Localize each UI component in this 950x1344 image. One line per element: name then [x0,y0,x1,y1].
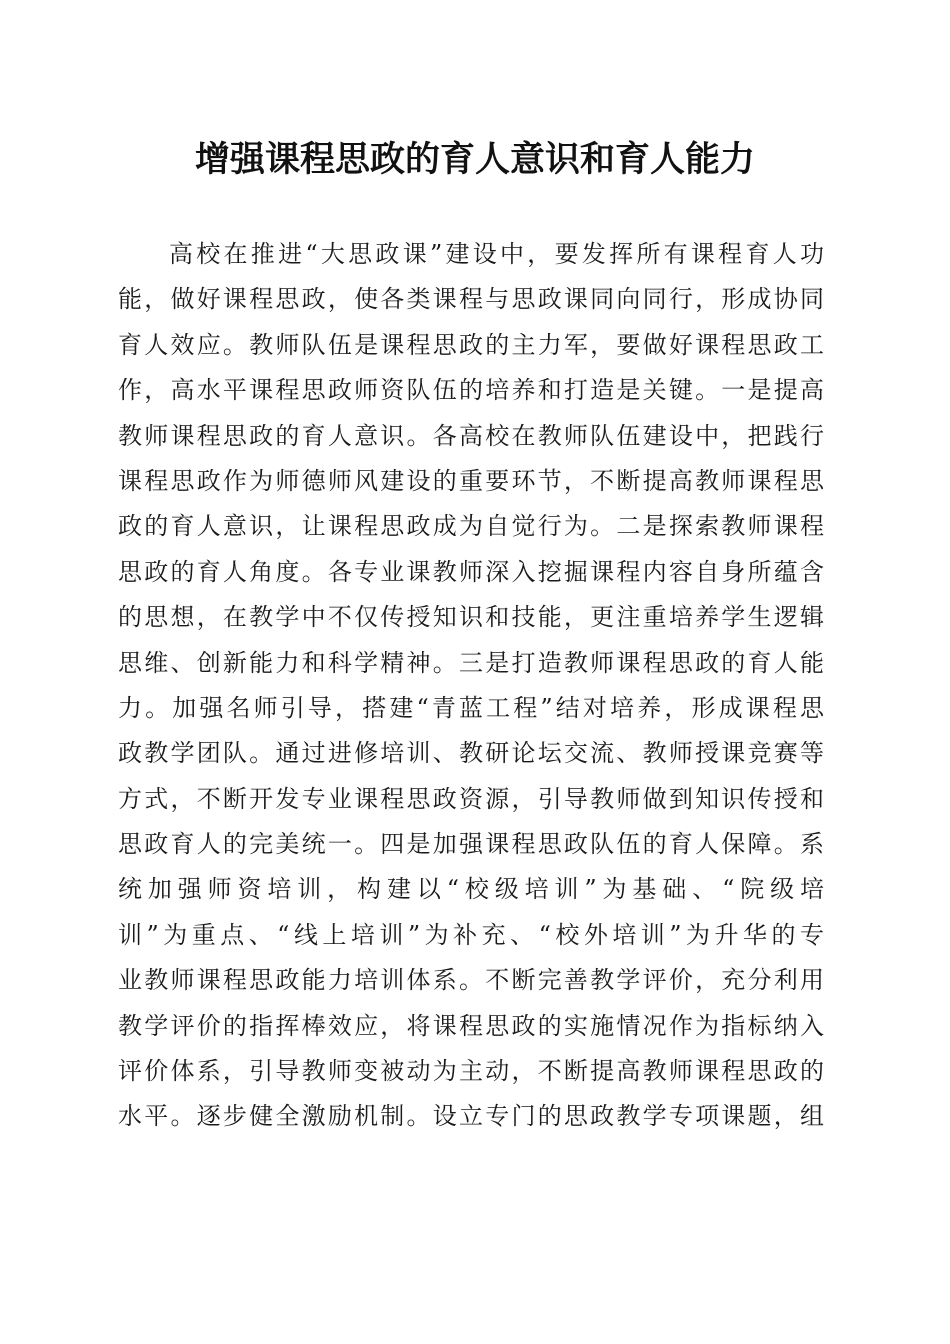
body-line: 育人效应。教师队伍是课程思政的主力军，要做好课程思政工 [118,330,824,359]
body-line: 高校在推进“大思政课”建设中，要发挥所有课程育人功 [169,240,824,268]
body-line: 思维、创新能力和科学精神。三是打造教师课程思政的育人能 [118,648,824,677]
body-line: 训”为重点、“线上培训”为补充、“校外培训”为升华的专 [118,920,824,949]
body-line: 的思想，在教学中不仅传授知识和技能，更注重培养学生逻辑 [118,603,824,632]
body-line: 统加强师资培训，构建以“校级培训”为基础、“院级培 [118,875,824,904]
body-line: 思政的育人角度。各专业课教师深入挖掘课程内容自身所蕴含 [118,557,824,586]
body-line: 教师课程思政的育人意识。各高校在教师队伍建设中，把践行 [118,421,824,450]
body-line: 政的育人意识，让课程思政成为自觉行为。二是探索教师课程 [118,512,824,541]
body-line: 作，高水平课程思政师资队伍的培养和打造是关键。一是提高 [118,376,824,405]
body-line: 评价体系，引导教师变被动为主动，不断提高教师课程思政的 [118,1057,824,1086]
body-line: 能，做好课程思政，使各类课程与思政课同向同行，形成协同 [118,285,824,314]
body-line: 课程思政作为师德师风建设的重要环节，不断提高教师课程思 [118,466,824,495]
body-line: 力。加强名师引导，搭建“青蓝工程”结对培养，形成课程思 [118,693,824,722]
body-line: 方式，不断开发专业课程思政资源，引导教师做到知识传授和 [118,784,824,813]
body-line: 政教学团队。通过进修培训、教研论坛交流、教师授课竞赛等 [118,739,824,768]
document-title: 增强课程思政的育人意识和育人能力 [194,139,755,180]
body-line: 教学评价的指挥棒效应，将课程思政的实施情况作为指标纳入 [118,1011,824,1040]
body-line: 业教师课程思政能力培训体系。不断完善教学评价，充分利用 [118,966,824,995]
document-body [118,232,824,1140]
body-line: 水平。逐步健全激励机制。设立专门的思政教学专项课题，组 [118,1102,824,1131]
body-line: 思政育人的完美统一。四是加强课程思政队伍的育人保障。系 [118,830,824,859]
